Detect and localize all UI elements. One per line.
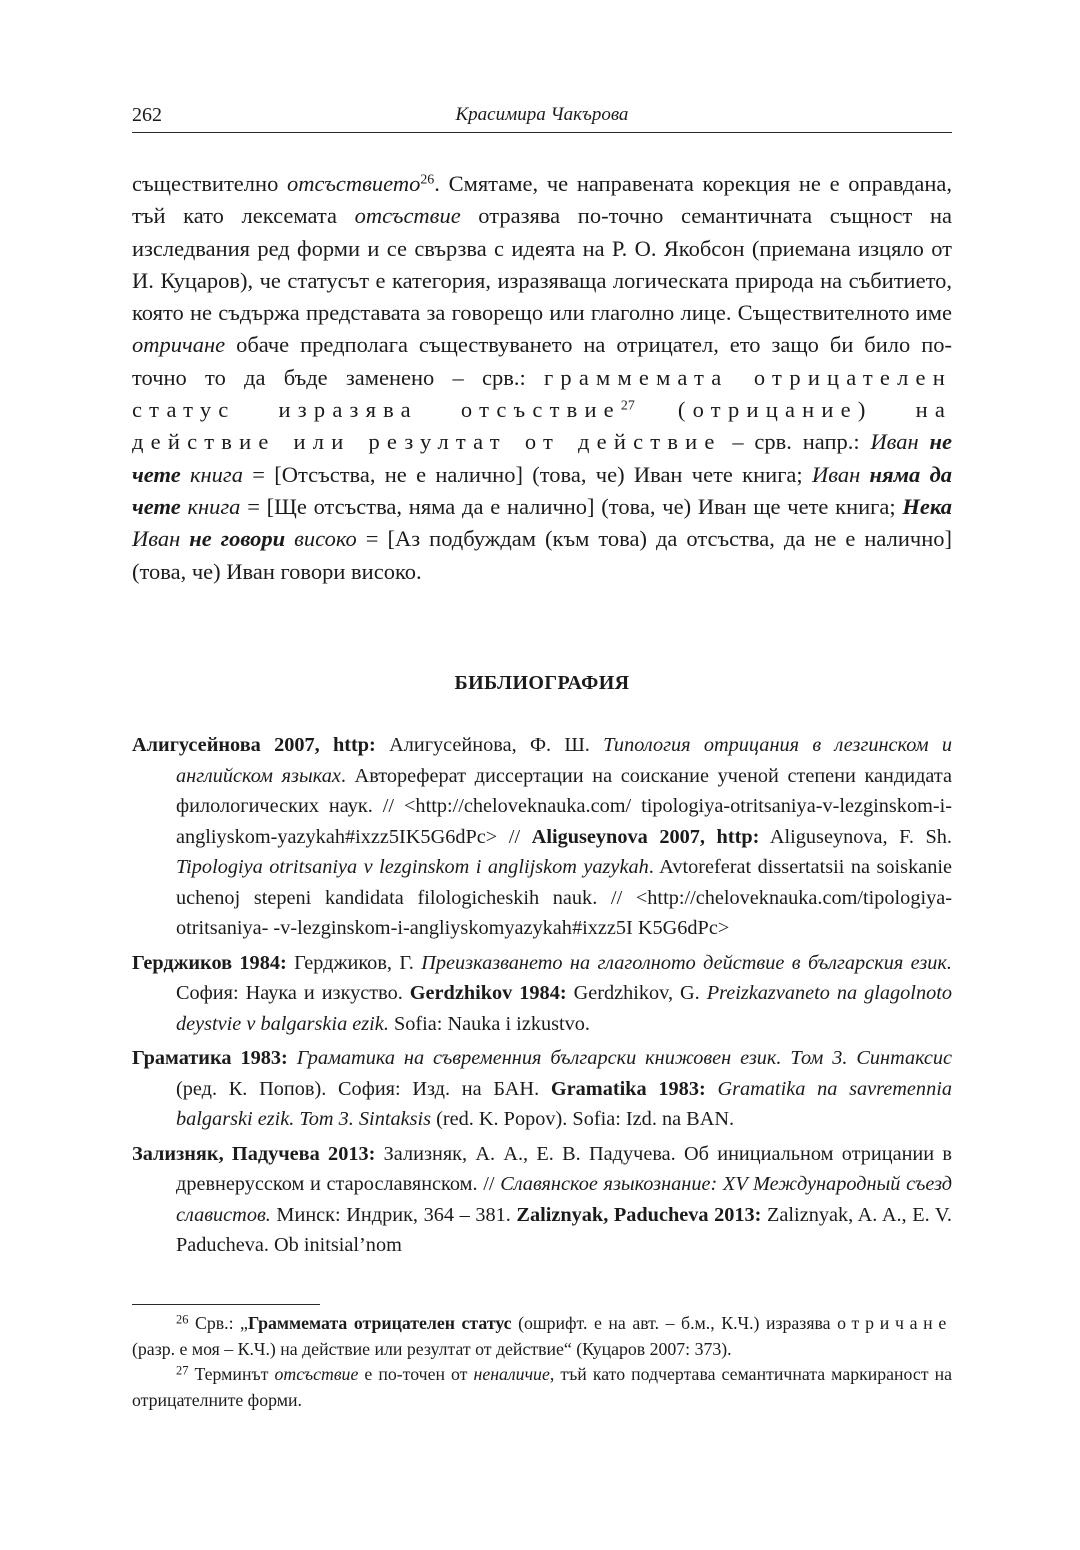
italic-term: отсъствието — [287, 171, 421, 196]
page-number: 262 — [132, 104, 162, 126]
example-text: Иван — [132, 526, 190, 552]
bib-title: Preizkazvaneto na glagolnoto deystvie v balgarskia ezik. — [176, 982, 953, 1035]
bib-title: Граматика на съвременния български книжовен език. Том 3. Синтаксис — [296, 1047, 952, 1069]
bib-text: Sofia: Nauka i izkustvo. — [388, 1012, 590, 1035]
spaced-emphasis: (отрицание) на действие или резултат от действие — [132, 397, 952, 455]
bib-text: . Автореферат диссертации на соискание ученой степени кандидата филологических наук. // <http://cheloveknauka.com/ tipologiya-otritsaniya-v-lezginskom-i-angliyskom-yazykah#ixzz5IK5G6dPc> // — [176, 764, 952, 848]
bib-text: София: Наука и изкуство. — [176, 982, 410, 1004]
example-text: книга — [180, 461, 243, 487]
footnote-27 — [132, 1362, 952, 1413]
footnote-italic: отсъствие — [274, 1364, 359, 1384]
footnote-divider — [132, 1304, 320, 1305]
bib-translit-key: Aliguseynova 2007, http: — [531, 825, 760, 848]
bib-entry — [132, 730, 952, 944]
bib-translit-key: Zaliznyak, Paducheva 2013: — [516, 1203, 762, 1226]
example-emphasis: няма да чете — [132, 461, 952, 519]
example-text: Иван — [811, 461, 870, 487]
example-text: високо — [285, 526, 357, 552]
example-text: Иван — [870, 429, 930, 455]
bib-title: Преизказването на глаголното действие в българския език. — [421, 951, 952, 974]
text-run: . Смятаме, че направената корекция не е оправдана, тъй като лексемата — [132, 171, 952, 229]
bib-text: Gerdzhikov, G. — [566, 982, 707, 1004]
main-paragraph — [132, 168, 952, 588]
text-run: = [Аз подбуждам (към това) да отсъства, да не е налично] (това, че) Иван говори високо. — [132, 526, 952, 584]
bib-text: (red. K. Popov). Sofia: Izd. na BAN. — [431, 1108, 735, 1130]
bib-key: Алигусейнова 2007, http: — [132, 734, 376, 756]
bib-key: Герджиков 1984: — [132, 951, 287, 974]
bib-text — [706, 1078, 718, 1100]
footnote-spaced: отричане — [837, 1313, 952, 1333]
italic-term: отсъствие — [354, 203, 461, 229]
bib-title: Славянское языкознание: XV Международный съезд славистов. — [176, 1173, 952, 1226]
bib-text: Минск: Индрик, 364 – 381. — [270, 1203, 517, 1226]
footnote-ref-27[interactable]: 27 — [620, 398, 635, 414]
bib-title: Типология отрицания в лезгинском и английском языках — [176, 734, 953, 787]
bib-entry — [132, 1139, 952, 1261]
example-emphasis: не чете — [132, 429, 952, 487]
bib-text: . Avtoreferat dissertatsii na soiskanie uchenoj stepeni kandidata filologicheskih nauk. // <http://cheloveknauka.com/tipologiya-otritsaniya- -v-lezginskom-i-angliyskomyazykah#ixzz5I K5G6dPc> — [176, 856, 952, 939]
footnote-italic: неналичие — [473, 1364, 550, 1384]
spaced-emphasis: граммемата отрицателен статус изразява отсъствие — [132, 364, 952, 423]
bib-text: Aliguseynova, F. Sh. — [759, 825, 952, 848]
bib-text: (ред. К. Попов). София: Изд. на БАН. — [176, 1077, 551, 1100]
example-emphasis: не говори — [189, 526, 286, 552]
bib-translit-key: Gerdzhikov 1984: — [409, 982, 567, 1004]
bib-key: Зализняк, Падучева 2013: — [132, 1142, 376, 1165]
bib-title: Tipologiya otritsaniya v lezginskom i anglijskom yazykah — [176, 856, 649, 878]
text-run: – срв. напр.: — [721, 429, 871, 455]
bib-text: Герджиков, Г. — [286, 951, 422, 974]
bibliography-list — [132, 730, 952, 1265]
running-header — [132, 100, 952, 133]
bib-entry — [132, 1043, 952, 1135]
bib-text: Алигусейнова, Ф. Ш. — [375, 734, 604, 756]
bib-entry — [132, 948, 952, 1040]
bib-translit-key: Gramatika 1983: — [550, 1077, 706, 1100]
example-text: книга — [180, 493, 241, 519]
footnote-number: 27 — [176, 1363, 189, 1378]
text-run: обаче предполага съществуването на отрицател, ето защо би било по-точно то да бъде заменено – срв.: — [132, 332, 952, 390]
footnote-text: (разр. е моя – К.Ч.) на действие или резултат от действие“ (Куцаров 2007: 373). — [132, 1338, 732, 1359]
bib-text: Zaliznyak, A. A., E. V. Paducheva. Ob initsial’nom — [176, 1203, 953, 1256]
footnote-text: е по-точен от — [358, 1364, 474, 1384]
bib-text — [288, 1047, 297, 1069]
text-run: съществително — [132, 171, 288, 196]
example-emphasis: Нека — [902, 493, 953, 519]
paragraph — [132, 168, 952, 588]
bib-key: Граматика 1983: — [132, 1047, 288, 1069]
footnote-text: Срв.: „ — [188, 1313, 248, 1333]
footnote-text: , тъй като подчертава семантичната маркираност на отрицателните форми. — [132, 1364, 953, 1410]
bibliography-heading: БИБЛИОГРАФИЯ — [454, 672, 630, 694]
footnote-text: (ошрифт. е на авт. – б.м., К.Ч.) изразява — [511, 1313, 838, 1333]
author-name: Красимира Чакърова — [455, 104, 629, 125]
footnote-ref-26[interactable]: 26 — [420, 172, 435, 188]
footnote-text: Терминът — [188, 1364, 275, 1384]
bib-title: Gramatika na savremennia balgarski ezik. Tom 3. Sintaksis — [176, 1077, 952, 1130]
text-run: = [Ще отсъства, няма да е налично] (това, че) Иван ще чете книга; — [240, 493, 903, 519]
text-run: отразява по-точно семантичната същност на изследвания ред форми и се свързва с идеята на Р. О. Якобсон (приемана изцяло от И. Куцаров), че статусът е категория, изразяваща логическата природа на събитието, която не съдържа представата за говорещо или глаголно лице. Съществителното име — [132, 203, 952, 326]
text-run: = [Отсъства, не е налично] (това, че) Иван чете книга; — [242, 461, 812, 487]
italic-term: отричане — [132, 332, 226, 358]
footnote-number: 26 — [176, 1312, 189, 1327]
bib-text: Зализняк, А. А., Е. В. Падучева. Об инициальном отрицании в древнерусском и старославянском. // — [176, 1142, 952, 1195]
footnotes — [132, 1311, 952, 1413]
footnote-bold: Граммемата отрицателен статус — [247, 1313, 512, 1333]
footnote-26 — [132, 1311, 952, 1362]
